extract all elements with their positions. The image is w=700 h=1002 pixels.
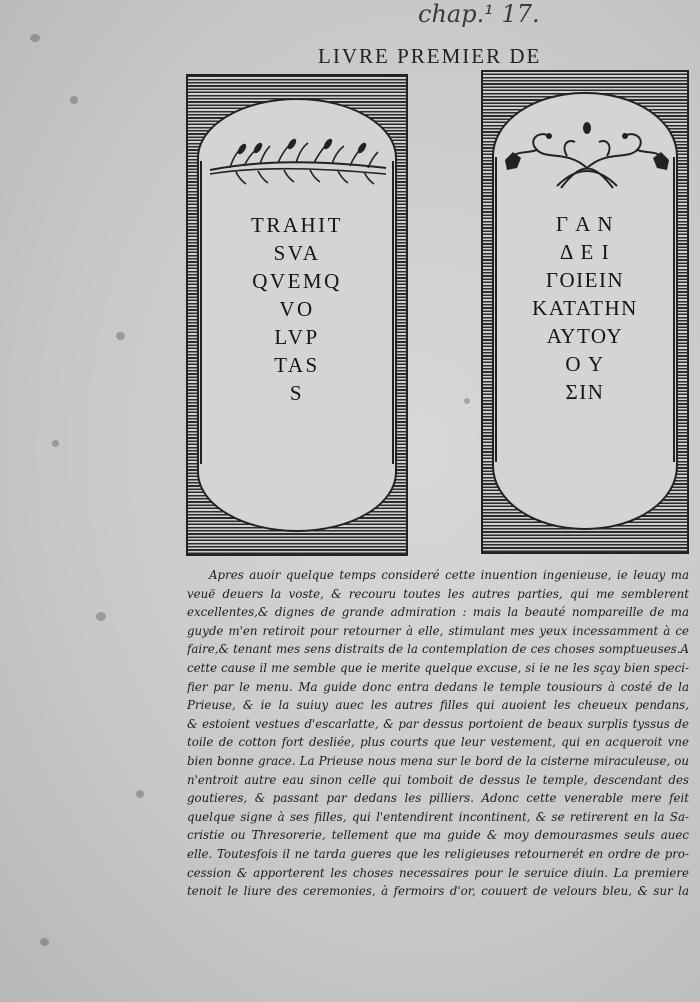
text-line: bien bonne grace. La Prieuse nous mena sur le bord de la cisterne miraculeuse, ou [187,753,689,768]
text-line: Prieuse, & ie la suiuy auec les autres filles qui auoient les cheueux pendans, [187,698,689,713]
inscription-line: ΓΟΙΕΙΝ [545,268,625,292]
text-line: guyde m'en retiroit pour retourner à elle, stimulant mes yeux incessamment à ce [187,623,689,638]
text-line: quelque signe à ses filles, qui l'entendirent incontinent, & se retirerent en la Sa- [187,809,689,824]
body-text [187,566,689,901]
inscription-line: LVP [274,325,320,349]
inscription-line: VO [279,297,315,321]
inscription-line: TRAHIT [251,213,343,237]
text-line: cristie ou Thresorerie, tellement que ma guide & moy demourasmes seuls auec [187,828,689,843]
text-line: tenoit le liure des ceremonies, à fermoirs d'or, couuert de velours bleu, & sur la [187,884,689,899]
inscription-line: Δ Ε Ι [559,240,611,264]
text-line: Apres auoir quelque temps consideré cette inuention ingenieuse, ie leuay ma [209,568,689,582]
inscription-line: SVA [273,241,321,265]
scroll-vine-icon [497,120,677,190]
inscription-line: S [289,381,305,405]
inscription-line: Ο Υ [565,352,605,376]
text-line: toile de cotton fort desliée, plus courts que leur vestement, qui en acqueroit vne [187,735,689,750]
text-line: elle. Toutesfois il ne tarda gueres que les religieuses retournerét en ordre de pro- [187,846,689,861]
greek-inscription [483,210,687,406]
handwritten-chapter-note: chap.¹ 17. [418,0,540,28]
foxing-spot [40,938,49,946]
inscription-line: ΑΥΤΟΥ [546,324,624,348]
latin-inscription [188,211,406,407]
inscription-line: Γ Α Ν [555,212,615,236]
woodcut-plate-greek [481,70,689,554]
inscription-line: ΚΑΤΑΤΗΝ [532,296,638,320]
text-line: veuë deuers la voste, & recouru toutes les autres parties, qui me semblerent [187,586,689,601]
foxing-spot [136,790,144,798]
text-line: goutieres, & passant par dedans les pilliers. Adonc cette venerable mere feit [187,791,689,806]
text-line: & estoient vestues d'escarlatte, & par dessus portoient de beaux surplis tyssus de [187,716,689,731]
foxing-spot [52,440,59,447]
foxing-spot [464,398,470,404]
foxing-spot [70,96,78,104]
text-line: cession & apporterent les choses necessaires pour le seruice diuin. La premiere [187,865,689,880]
inscription-line: QVEMQ [252,269,342,293]
inscription-line: TAS [274,353,320,377]
text-line: fier par le menu. Ma guide donc entra dedans le temple tousiours à costé de la [187,679,689,694]
woodcut-plate-latin [186,74,408,556]
text-line: cette cause il me semble que ie merite quelque excuse, si ie ne les sçay bien speci- [187,660,689,675]
text-line: faire,& tenant mes sens distraits de la contemplation de ces choses somptueuses.A [187,642,689,657]
running-head: LIVRE PREMIER DE [318,44,542,68]
leafy-sprig-icon [200,138,396,190]
inscription-line: ΣΙΝ [565,380,605,404]
foxing-spot [116,332,125,340]
text-line: excellentes,& dignes de grande admiration : mais la beauté nompareille de ma [187,605,689,620]
foxing-spot [30,34,40,42]
foxing-spot [96,612,106,621]
text-line: n'entroit autre eau sinon celle qui tomboit de dessus le temple, descendant des [187,772,689,787]
